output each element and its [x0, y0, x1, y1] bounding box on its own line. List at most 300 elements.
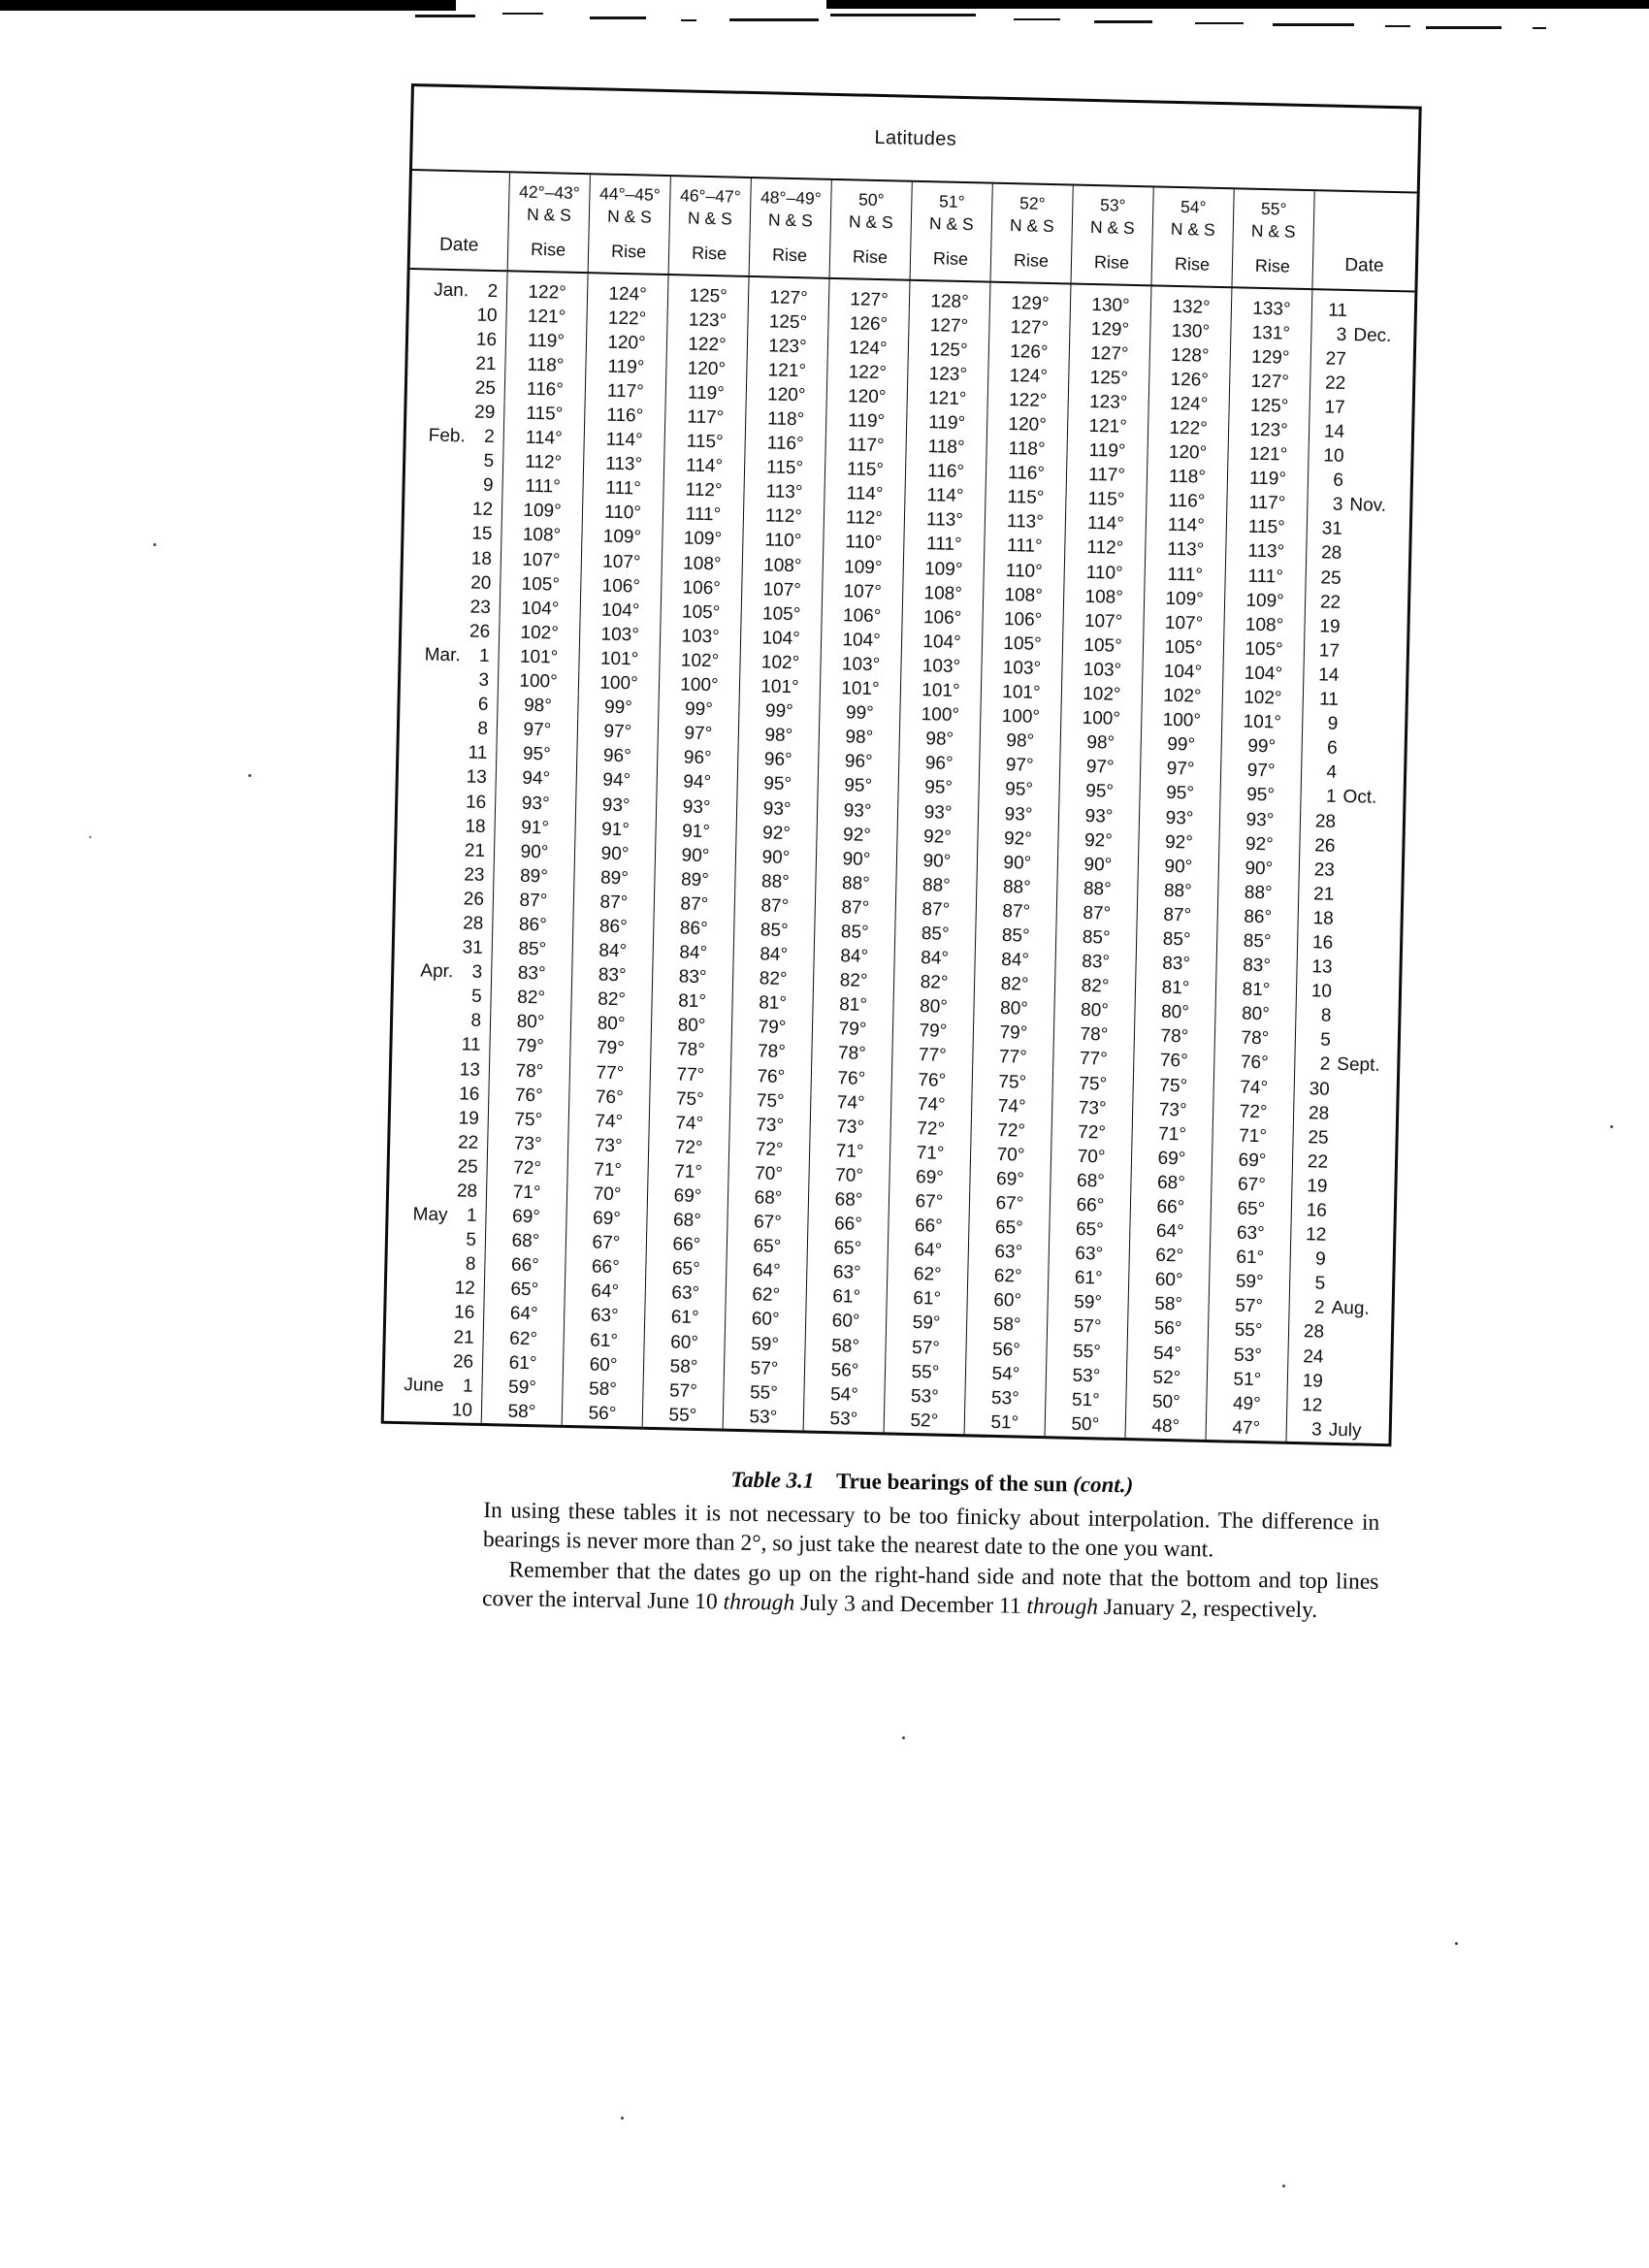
bearing-value-cell: 78°	[811, 1042, 892, 1068]
bearing-value-cell: 113°	[904, 507, 986, 534]
bearing-value-cell: 105°	[1143, 635, 1224, 662]
ns-label: N & S	[767, 210, 813, 231]
bearing-value-cell: 92°	[1138, 829, 1219, 856]
bearing-value-cell: 105°	[500, 571, 581, 598]
bearing-value-cell: 120°	[986, 412, 1068, 438]
row-day: 26	[463, 889, 485, 910]
date-cell-left	[407, 374, 505, 401]
date-cell-left	[393, 1008, 491, 1034]
bearing-value-cell: 125°	[1068, 366, 1149, 392]
bearing-value-cell: 73°	[728, 1113, 810, 1139]
bearing-value-cell: 65°	[645, 1257, 727, 1283]
date-cell-left	[392, 1056, 490, 1083]
bearing-value-cell: 63°	[806, 1260, 888, 1286]
bearing-value-cell: 65°	[1049, 1217, 1130, 1244]
date-cell-right	[1302, 712, 1406, 738]
bearing-value-cell: 79°	[569, 1036, 651, 1062]
date-cell-left	[399, 764, 497, 791]
bearing-value-cell: 113°	[1145, 537, 1226, 564]
bearing-value-cell: 55°	[1208, 1318, 1289, 1345]
bearing-value-cell: 85°	[814, 920, 895, 946]
date-cell-left	[400, 716, 498, 742]
bearing-value-cell: 120°	[1147, 440, 1228, 467]
scan-dash	[415, 15, 475, 17]
latitude-column-header	[668, 177, 751, 277]
bearing-value-cell: 80°	[490, 1010, 571, 1036]
table-caption	[484, 1464, 1380, 1502]
bearing-value-cell: 119°	[1227, 467, 1309, 493]
latitudes-span-header: Latitudes	[412, 86, 1419, 193]
date-cell-left	[395, 934, 493, 960]
bearing-value-cell: 80°	[973, 996, 1054, 1022]
scan-dash	[1014, 18, 1060, 20]
bearing-value-cell: 70°	[1051, 1145, 1132, 1171]
date-cell-right	[1289, 1247, 1393, 1274]
row-month: Jan.	[434, 279, 469, 301]
bearing-value-cell: 116°	[1146, 489, 1227, 515]
bearing-value-cell: 108°	[1063, 585, 1145, 611]
bearing-value-cell: 124°	[1148, 392, 1229, 418]
date-cell-left	[390, 1129, 488, 1155]
bearing-value-cell: 126°	[827, 311, 909, 338]
bearing-value-cell: 59°	[724, 1332, 805, 1358]
row-day-right: 11	[1327, 300, 1348, 321]
date-cell-left	[394, 958, 492, 985]
bearing-value-cell: 75°	[729, 1088, 811, 1115]
bearing-value-cell: 88°	[1056, 877, 1138, 903]
bearing-value-cell: 93°	[897, 800, 979, 826]
bearing-value-cell: 93°	[656, 794, 737, 821]
bearing-value-cell: 66°	[807, 1212, 889, 1238]
bearing-value-cell: 64°	[483, 1302, 565, 1328]
bearing-value-cell: 70°	[566, 1182, 648, 1208]
bearing-value-cell: 119°	[825, 408, 907, 435]
bearing-value-cell: 72°	[648, 1135, 729, 1161]
row-day-right: 5	[1320, 1029, 1332, 1052]
bearing-value-cell: 120°	[746, 382, 827, 408]
bearing-value-cell: 99°	[577, 696, 659, 722]
bearing-value-cell: 108°	[501, 523, 582, 549]
row-day: 19	[458, 1108, 480, 1129]
date-cell-right	[1297, 906, 1401, 932]
bearing-value-cell: 130°	[1149, 318, 1231, 344]
bearing-value-cell: 105°	[1223, 636, 1305, 663]
date-cell-left	[384, 1373, 482, 1399]
bearing-value-cell: 107°	[581, 549, 663, 575]
bearing-value-cell: 87°	[976, 899, 1057, 925]
date-cell-right	[1299, 833, 1403, 859]
bearing-value-cell: 85°	[1216, 929, 1298, 956]
bearing-value-cell: 90°	[574, 841, 656, 867]
bearing-value-cell: 106°	[661, 575, 742, 601]
bearing-value-cell: 71°	[566, 1157, 648, 1183]
bearing-value-cell: 127°	[828, 287, 910, 313]
row-day-right: 22	[1324, 373, 1346, 394]
bearing-value-cell: 71°	[889, 1141, 971, 1167]
bearing-value-cell: 123°	[1067, 390, 1148, 416]
bearing-value-cell: 69°	[647, 1183, 728, 1210]
bearing-value-cell: 92°	[977, 826, 1058, 853]
bearing-value-cell: 83°	[1135, 952, 1216, 978]
bearing-value-cell: 56°	[965, 1337, 1047, 1363]
date-cell-left	[407, 350, 505, 376]
row-day: 2	[487, 280, 499, 302]
bearing-value-cell: 101°	[900, 678, 982, 704]
bearing-value-cell: 78°	[1134, 1024, 1215, 1051]
bearing-value-cell: 82°	[974, 972, 1055, 998]
row-day-right: 3	[1310, 1419, 1322, 1441]
date-cell-right	[1287, 1369, 1391, 1395]
row-day-right: 2	[1313, 1297, 1325, 1319]
bearing-value-cell: 99°	[658, 697, 739, 724]
bearing-value-cell: 124°	[987, 364, 1069, 390]
bearing-value-cell: 74°	[810, 1090, 891, 1117]
caption-cont: (cont.)	[1073, 1472, 1134, 1498]
latitude-range-label: 53°	[1099, 195, 1126, 215]
bearing-value-cell: 88°	[734, 869, 816, 895]
row-day: 2	[483, 426, 495, 448]
bearing-value-cell: 114°	[824, 482, 905, 508]
bearing-value-cell: 82°	[490, 986, 571, 1012]
row-day-right: 8	[1320, 1005, 1332, 1027]
bearing-value-cell: 102°	[1222, 686, 1304, 712]
bearing-value-cell: 79°	[973, 1021, 1054, 1047]
latitude-column-header	[1150, 187, 1233, 288]
bearing-value-cell: 95°	[736, 772, 818, 798]
bearing-value-cell: 93°	[736, 796, 818, 823]
latitude-range-label: 46°–47°	[679, 185, 741, 207]
bearing-value-cell: 56°	[1127, 1316, 1209, 1343]
date-cell-right	[1292, 1125, 1396, 1151]
ns-label: N & S	[1009, 215, 1054, 237]
bearing-value-cell: 130°	[1070, 292, 1151, 318]
bearing-value-cell: 88°	[1137, 878, 1218, 904]
bearing-value-cell: 114°	[904, 483, 986, 509]
bearing-value-cell: 107°	[741, 577, 823, 603]
bearing-value-cell: 98°	[819, 725, 900, 751]
bearing-value-cell: 69°	[566, 1206, 647, 1232]
row-day-right: 17	[1324, 397, 1345, 418]
bearing-value-cell: 120°	[826, 384, 908, 410]
row-month: May	[412, 1204, 448, 1226]
bearing-value-cell: 118°	[986, 437, 1067, 463]
bearing-value-cell: 76°	[811, 1066, 892, 1092]
bearing-value-cell: 85°	[1136, 927, 1217, 954]
bearing-value-cell: 97°	[1220, 759, 1302, 785]
scan-dash	[1533, 27, 1546, 29]
row-day: 18	[470, 548, 493, 569]
date-cell-right	[1301, 761, 1405, 787]
bearing-value-cell: 113°	[985, 509, 1066, 535]
bearing-value-cell: 115°	[985, 485, 1066, 511]
scan-dash	[1426, 26, 1502, 29]
bearing-value-cell: 107°	[501, 547, 582, 573]
row-day-right: 26	[1314, 834, 1336, 857]
bearing-value-cell: 118°	[504, 353, 586, 379]
bearing-value-cell: 104°	[579, 598, 661, 624]
row-day: 11	[468, 742, 488, 764]
bearing-value-cell: 67°	[889, 1189, 970, 1215]
scan-speck	[1610, 1125, 1613, 1128]
para2-segment: Remember that the dates go up on the right-hand side and note that the bottom and top lines cover the interval June 10	[481, 1557, 1379, 1615]
bearing-value-cell: 110°	[983, 559, 1064, 585]
bearing-value-cell: 127°	[1229, 369, 1310, 395]
latitude-range-label: 51°	[938, 191, 965, 211]
bearing-value-cell: 96°	[898, 751, 980, 777]
date-cell-left	[404, 472, 502, 499]
date-cell-right	[1301, 736, 1405, 762]
date-cell-left	[409, 277, 507, 304]
bearing-value-cell: 65°	[484, 1278, 566, 1304]
bearing-value-cell: 112°	[743, 504, 824, 531]
bearing-value-cell: 72°	[1051, 1119, 1132, 1146]
bearing-value-cell: 99°	[1140, 732, 1221, 759]
scan-speck	[902, 1736, 905, 1739]
bearing-value-cell: 84°	[652, 940, 733, 966]
row-day-right: 24	[1303, 1345, 1324, 1368]
bearing-value-cell: 65°	[1211, 1196, 1292, 1222]
bearing-value-cell: 65°	[807, 1236, 889, 1262]
bearing-value-cell: 82°	[1054, 974, 1136, 1000]
bearing-value-cell: 90°	[494, 839, 575, 865]
bearing-value-cell: 92°	[896, 825, 978, 851]
bearing-value-cell: 77°	[569, 1060, 651, 1086]
bearing-value-cell: 62°	[482, 1326, 564, 1352]
date-cell-right	[1305, 566, 1408, 592]
bearing-value-cell: 53°	[964, 1386, 1046, 1412]
date-cell-left	[396, 861, 494, 888]
date-cell-right	[1307, 493, 1410, 519]
bearing-value-cell: 47°	[1205, 1415, 1286, 1442]
bearing-value-cell: 85°	[975, 923, 1056, 950]
row-day-right: 6	[1333, 470, 1344, 492]
bearing-value-cell: 86°	[492, 913, 573, 939]
bearing-value-cell: 62°	[1128, 1244, 1210, 1270]
bearing-value-cell: 94°	[495, 766, 576, 793]
date-cell-right	[1295, 1028, 1399, 1054]
bearing-value-cell: 121°	[1227, 442, 1309, 469]
bearing-value-cell: 125°	[908, 338, 989, 364]
row-day-right: 1	[1325, 787, 1337, 808]
bearing-value-cell: 109°	[662, 527, 743, 553]
bearing-value-cell: 86°	[1216, 904, 1298, 930]
row-day: 23	[464, 864, 485, 886]
latitude-column-header	[507, 173, 590, 274]
bearing-value-cell: 97°	[1059, 755, 1141, 781]
para2-through-italic: through	[1026, 1594, 1099, 1621]
bearing-value-cell: 119°	[585, 354, 666, 380]
row-day: 11	[461, 1034, 481, 1056]
date-cell-right	[1303, 663, 1406, 689]
bearing-value-cell: 112°	[824, 506, 905, 533]
bearing-value-cell: 66°	[646, 1232, 728, 1258]
bearing-value-cell: 78°	[1053, 1022, 1135, 1049]
bearing-value-cell: 61°	[805, 1284, 887, 1311]
bearing-value-cell: 78°	[489, 1058, 570, 1085]
date-cell-left	[397, 837, 495, 863]
bearing-value-cell: 73°	[809, 1115, 890, 1141]
bearing-value-cell: 127°	[1069, 341, 1150, 368]
bearing-value-cell: 53°	[803, 1407, 885, 1433]
row-day: 5	[470, 986, 482, 1008]
bearing-value-cell: 109°	[1144, 586, 1225, 612]
bearing-value-cell: 90°	[1057, 852, 1139, 878]
bearing-value-cell: 84°	[813, 944, 894, 970]
bearing-value-cell: 122°	[586, 306, 667, 332]
bearing-value-cell: 83°	[652, 964, 733, 990]
row-month: June	[404, 1374, 444, 1396]
date-cell-left	[404, 521, 501, 547]
bearing-value-cell: 133°	[1231, 296, 1312, 322]
row-day-right: 30	[1309, 1078, 1330, 1100]
bearing-value-cell: 81°	[812, 992, 893, 1019]
bearing-value-cell: 100°	[899, 702, 981, 729]
bearing-value-cell: 75°	[649, 1086, 730, 1113]
bearing-value-cell: 54°	[1126, 1341, 1208, 1367]
bearing-value-cell: 62°	[725, 1283, 806, 1310]
bearing-value-cell: 101°	[981, 680, 1062, 706]
row-day-right: 5	[1314, 1273, 1326, 1294]
row-day-right: 17	[1318, 640, 1341, 662]
bearing-value-cell: 96°	[657, 746, 738, 772]
bearing-value-cell: 119°	[665, 380, 747, 406]
bearing-value-cell: 92°	[1218, 831, 1300, 858]
bearing-value-cell: 122°	[826, 360, 908, 386]
latitude-column-header	[749, 178, 831, 279]
date-cell-left	[401, 642, 499, 668]
bearing-value-cell: 63°	[564, 1304, 645, 1330]
row-day: 13	[459, 1058, 481, 1081]
row-day: 9	[482, 475, 494, 497]
bearing-value-cell: 54°	[965, 1361, 1047, 1387]
date-header-label: Date	[1344, 254, 1384, 276]
bearing-value-cell: 62°	[887, 1262, 968, 1288]
date-cell-left	[402, 618, 500, 644]
bearing-value-cell: 120°	[665, 356, 747, 382]
bearing-value-cell: 122°	[1148, 416, 1229, 442]
bearing-value-cell: 104°	[1142, 660, 1223, 686]
bearing-value-cell: 98°	[738, 724, 820, 750]
bearing-value-cell: 74°	[648, 1111, 729, 1137]
date-cell-right	[1287, 1345, 1391, 1371]
bearing-value-cell: 115°	[1226, 515, 1308, 541]
bearing-value-cell: 64°	[888, 1238, 969, 1264]
bearing-value-cell: 93°	[575, 793, 657, 819]
bearing-value-cell: 60°	[805, 1309, 887, 1335]
bearing-value-cell: 73°	[567, 1133, 649, 1159]
bearing-value-cell: 98°	[979, 729, 1060, 755]
ns-label: N & S	[928, 213, 974, 235]
bearing-value-cell: 92°	[735, 821, 817, 847]
bearing-value-cell: 102°	[499, 621, 580, 647]
bearing-value-cell: 53°	[1207, 1343, 1288, 1369]
row-day: 16	[453, 1302, 475, 1324]
row-month-right: Sept.	[1337, 1054, 1380, 1077]
bearing-value-cell: 76°	[1133, 1049, 1214, 1075]
bearing-value-cell: 100°	[498, 669, 579, 696]
row-day: 5	[466, 1229, 477, 1251]
bearing-value-cell: 64°	[565, 1280, 646, 1306]
latitude-range-label: 55°	[1260, 198, 1287, 219]
row-day: 12	[454, 1278, 476, 1300]
bearing-value-cell: 110°	[823, 531, 904, 557]
bearing-value-cell: 96°	[737, 748, 819, 774]
bearing-value-cell: 104°	[821, 628, 902, 654]
bearing-value-cell: 75°	[972, 1069, 1053, 1095]
bearing-value-cell: 108°	[902, 581, 984, 607]
date-cell-right	[1308, 444, 1411, 470]
row-day: 25	[457, 1156, 478, 1178]
row-day-right: 19	[1307, 1176, 1328, 1197]
rise-label: Rise	[530, 239, 566, 260]
bearing-value-cell: 54°	[803, 1382, 885, 1409]
date-cell-right	[1300, 809, 1404, 835]
rise-label: Rise	[1254, 255, 1291, 276]
bearing-value-cell: 51°	[964, 1410, 1046, 1437]
bearing-value-cell: 55°	[642, 1403, 724, 1429]
bearing-value-cell: 49°	[1206, 1391, 1287, 1417]
date-cell-left	[389, 1153, 487, 1180]
bearing-value-cell: 55°	[1046, 1339, 1127, 1365]
ns-label: N & S	[1170, 218, 1215, 240]
bearing-value-cell: 87°	[895, 897, 977, 923]
bearing-value-cell: 79°	[731, 1016, 813, 1042]
bearing-value-cell: 67°	[1211, 1172, 1292, 1198]
scan-dash	[729, 18, 819, 21]
bearing-value-cell: 119°	[505, 328, 587, 354]
scan-dash	[1094, 20, 1152, 23]
bearing-value-cell: 126°	[988, 340, 1070, 366]
bearing-value-cell: 83°	[491, 961, 572, 988]
bearing-value-cell: 113°	[583, 452, 664, 478]
row-day-right: 28	[1320, 542, 1342, 565]
bearing-value-cell: 83°	[571, 963, 653, 989]
ns-label: N & S	[606, 206, 653, 227]
bearing-value-cell: 59°	[1209, 1270, 1290, 1296]
bearing-value-cell: 117°	[664, 405, 746, 431]
bearing-value-cell: 123°	[1228, 418, 1310, 444]
ns-label: N & S	[526, 204, 572, 225]
bearing-value-cell: 115°	[503, 402, 585, 428]
bearing-value-cell: 63°	[644, 1281, 726, 1308]
bearing-value-cell: 114°	[663, 454, 745, 480]
bearing-value-cell: 58°	[1127, 1292, 1209, 1318]
bearing-value-cell: 82°	[732, 966, 814, 992]
row-month-right: Dec.	[1353, 324, 1392, 346]
bearing-value-cell: 74°	[890, 1092, 972, 1118]
bearing-value-cell: 86°	[572, 914, 654, 940]
rise-label: Rise	[771, 244, 808, 266]
bearing-value-cell: 66°	[888, 1214, 969, 1240]
bearing-value-cell: 111°	[984, 534, 1065, 560]
date-cell-right	[1297, 930, 1401, 956]
bearing-value-cell: 58°	[804, 1334, 886, 1360]
rise-label: Rise	[1013, 250, 1050, 271]
bearing-value-cell: 115°	[744, 456, 825, 482]
bearing-value-cell: 68°	[485, 1229, 566, 1255]
bearing-value-cell: 68°	[808, 1187, 889, 1214]
rise-label: Rise	[1093, 252, 1130, 273]
bearing-value-cell: 78°	[650, 1038, 731, 1064]
bearing-value-cell: 61°	[644, 1306, 726, 1332]
bearing-value-cell: 112°	[1064, 535, 1146, 562]
para2-segment: January 2, respectively.	[1097, 1595, 1318, 1624]
bearing-value-cell: 93°	[817, 798, 898, 825]
bearing-value-cell: 95°	[978, 777, 1059, 803]
bearing-value-cell: 111°	[1224, 564, 1306, 590]
bearing-value-cell: 125°	[1228, 394, 1310, 420]
row-month: Apr.	[420, 960, 454, 983]
